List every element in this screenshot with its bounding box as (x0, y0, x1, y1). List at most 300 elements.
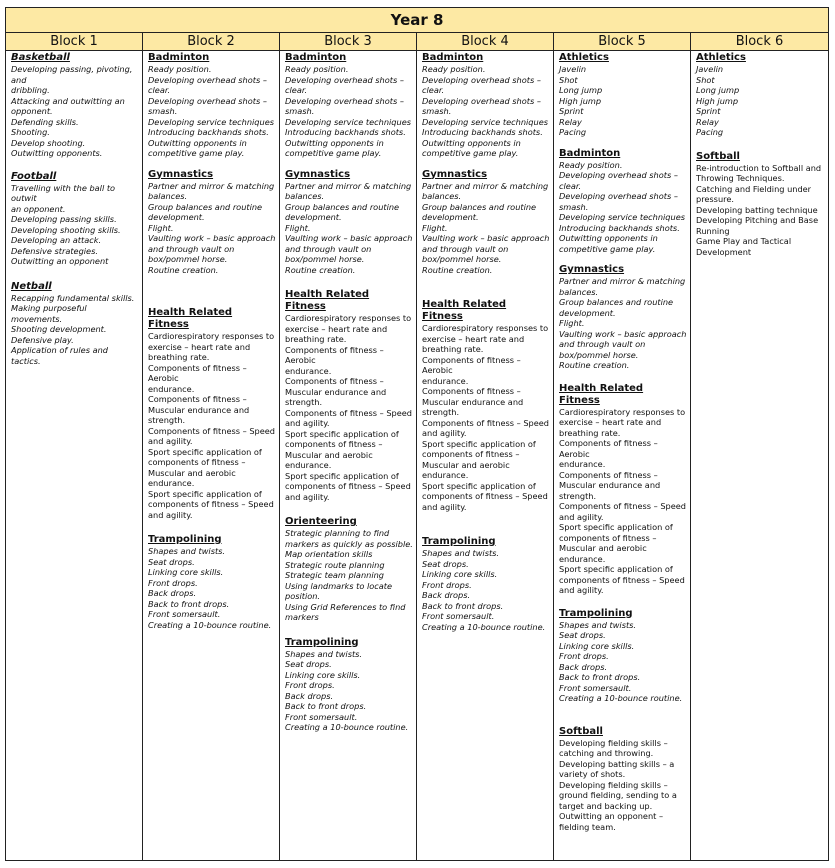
section-line: breathing rate. (422, 344, 484, 354)
orienteering-section (285, 516, 413, 623)
section-line: box/pommel horse. (559, 349, 639, 360)
section-line: components of fitness – Speed (148, 499, 274, 509)
section-line: Front drops. (422, 579, 472, 590)
section-line: Attacking and outwitting an (11, 95, 125, 106)
section-line: Back drops. (148, 588, 197, 598)
section-line: and agility. (148, 436, 193, 446)
section-line: competitive game play. (148, 148, 245, 158)
section-line: Shapes and twists. (559, 619, 637, 630)
section-line: Partner and mirror & matching (285, 180, 412, 191)
section-lines (559, 407, 687, 596)
health-related-fitness-section (285, 289, 413, 502)
section-line: Components of fitness – Speed (148, 425, 275, 436)
section-lines (422, 64, 550, 159)
section-line: and through vault on (422, 243, 509, 254)
section-line: dribbling. (11, 85, 50, 95)
section-line: High jump (559, 95, 602, 106)
section-line: endurance. (559, 459, 606, 469)
section-line: and agility. (285, 491, 330, 502)
section-line: Running (696, 225, 730, 236)
section-line: Outwitting opponents. (11, 148, 103, 158)
section-line: Routine creation. (559, 360, 630, 370)
section-line: Developing fielding skills – (559, 737, 668, 748)
section-title: Gymnastics (422, 168, 488, 180)
section-line: Sport specific application of (285, 428, 399, 439)
football-section (11, 171, 139, 267)
athletics-section (559, 52, 687, 138)
section-line: smash. (559, 201, 589, 212)
section-title: Health Related Fitness (422, 299, 507, 322)
section-line: Creating a 10-bounce routine. (148, 619, 272, 630)
section-line: components of fitness – (559, 532, 657, 543)
section-line: development. (422, 212, 479, 222)
section-line: Components of fitness – (422, 386, 521, 396)
section-line: box/pommel horse. (285, 254, 365, 264)
section-line: fielding team. (559, 821, 616, 832)
section-lines (696, 163, 825, 258)
section-lines (148, 181, 276, 276)
section-line: Making purposeful movements. (11, 303, 87, 324)
section-line: Cardiorespiratory responses to (285, 313, 412, 323)
year-8-table (5, 7, 829, 861)
section-line: Long jump (696, 85, 740, 95)
section-line: Developing overhead shots – (285, 74, 404, 85)
section-line: balances. (559, 286, 599, 297)
section-line: competitive game play. (559, 243, 656, 254)
section-line: Components of fitness – Aerobic (559, 438, 658, 459)
section-line: Front somersault. (148, 609, 221, 619)
section-line: and agility. (422, 428, 467, 438)
section-line: development. (285, 212, 342, 222)
section-line: Relay (559, 116, 582, 127)
section-line: Vaulting work – basic approach (422, 233, 550, 243)
section-line: clear. (422, 85, 445, 95)
section-line: breathing rate. (285, 334, 347, 344)
block-6-column (691, 51, 828, 861)
block-4-column (417, 51, 554, 861)
section-line: Strategic route planning (285, 559, 385, 570)
block-5-column (554, 51, 691, 861)
block-header-row (6, 33, 828, 51)
section-line: Linking core skills. (148, 567, 224, 577)
section-line: balances. (422, 191, 462, 201)
section-line: Vaulting work – basic approach (285, 233, 413, 243)
section-line: Back drops. (422, 590, 471, 600)
section-line: Strategic team planning (285, 570, 384, 580)
section-line: balances. (148, 191, 188, 201)
section-line: competitive game play. (285, 148, 382, 158)
section-line: Components of fitness – (285, 376, 384, 386)
section-line: smash. (422, 106, 452, 116)
section-line: Back to front drops. (148, 598, 230, 609)
section-line: markers (285, 612, 319, 622)
section-line: pressure. (696, 194, 734, 204)
section-line: clear. (559, 180, 582, 191)
section-line: strength. (148, 415, 186, 425)
section-line: Shapes and twists. (285, 648, 363, 659)
section-line: exercise – heart rate and (148, 341, 251, 352)
softball-section (696, 151, 825, 258)
section-line: balances. (285, 191, 325, 201)
section-line: Introducing backhands shots. (422, 127, 543, 137)
section-line: Vaulting work – basic approach (148, 233, 276, 243)
section-line: Flight. (422, 222, 448, 233)
section-line: catching and throwing. (559, 748, 654, 758)
section-line: Pacing (559, 127, 587, 137)
badminton-section (422, 52, 550, 159)
section-line: and through vault on (148, 243, 235, 254)
section-line: Components of fitness – Aerobic (148, 362, 247, 383)
section-line: Muscular endurance and (559, 480, 661, 490)
section-line: endurance. (285, 365, 332, 376)
section-line: Front somersault. (422, 611, 495, 621)
section-line: Cardiorespiratory responses to (559, 406, 686, 417)
section-line: Developing service techniques (148, 116, 274, 127)
section-line: Muscular and aerobic endurance. (559, 543, 647, 564)
block-6-header: Block 6 (735, 34, 784, 49)
section-line: opponent. (11, 106, 53, 116)
trampolining-section (422, 536, 550, 632)
section-line: Travelling with the ball to outwit (11, 182, 116, 203)
section-title: Health Related Fitness (148, 307, 233, 330)
badminton-section (559, 148, 687, 255)
section-line: Developing fielding skills – (559, 779, 668, 790)
section-line: Cardiorespiratory responses to (422, 323, 549, 333)
section-line: Strategic planning to find (285, 528, 390, 538)
section-line: development. (148, 212, 205, 222)
section-line: Ready position. (148, 64, 212, 74)
section-title: Basketball (11, 52, 70, 63)
section-line: Javelin (559, 64, 587, 74)
section-line: and through vault on (285, 243, 372, 254)
section-line: Relay (696, 116, 719, 127)
section-line: smash. (148, 106, 178, 116)
section-title: Badminton (422, 52, 484, 63)
section-lines (285, 313, 413, 502)
section-line: Routine creation. (285, 264, 356, 275)
gymnastics-section (422, 169, 550, 276)
section-line: Components of fitness – Aerobic (285, 344, 384, 365)
section-line: Application of rules and tactics. (11, 345, 108, 366)
section-lines (559, 160, 687, 255)
section-line: strength. (422, 407, 460, 417)
section-line: Group balances and routine (422, 201, 537, 212)
section-line: Sport specific application of (422, 438, 536, 449)
section-line: and through vault on (559, 339, 646, 349)
section-lines (559, 276, 687, 371)
section-line: components of fitness – (422, 449, 520, 459)
section-title: Softball (696, 150, 740, 162)
section-title: Athletics (559, 52, 609, 63)
section-line: Using landmarks to locate (285, 580, 393, 591)
section-line: Back drops. (559, 661, 608, 672)
section-line: box/pommel horse. (422, 254, 502, 264)
section-line: Cardiorespiratory responses to (148, 331, 275, 341)
section-line: Sprint (559, 106, 584, 116)
section-line: Partner and mirror & matching (148, 180, 275, 191)
section-line: Introducing backhands shots. (285, 127, 406, 137)
section-line: Ready position. (559, 159, 623, 170)
section-lines (11, 64, 139, 159)
section-title: Gymnastics (148, 168, 214, 180)
section-line: Front drops. (559, 651, 609, 661)
section-line: Front drops. (148, 577, 198, 588)
block-1-header: Block 1 (6, 33, 143, 50)
section-line: Developing batting technique (696, 204, 818, 215)
section-lines (148, 546, 276, 630)
section-line: Flight. (559, 318, 585, 328)
section-line: Group balances and routine (559, 297, 674, 307)
section-line: Muscular endurance and (285, 386, 387, 397)
section-line: Developing service techniques (285, 116, 411, 127)
section-line: variety of shots. (559, 769, 626, 779)
section-line: Group balances and routine (285, 201, 400, 212)
section-line: exercise – heart rate and (422, 333, 525, 344)
section-line: Developing overhead shots – (148, 74, 267, 85)
section-line: ground fielding, sending to a (559, 790, 677, 800)
section-lines (422, 323, 550, 512)
section-line: Defensive strategies. (11, 245, 98, 256)
section-line: Developing service techniques (559, 212, 685, 222)
table-title: Year 8 (6, 8, 828, 33)
softball-section (559, 726, 687, 833)
section-line: components of fitness – Speed (559, 574, 685, 585)
block-3-header: Block 3 (280, 33, 417, 50)
section-line: and agility. (559, 585, 604, 595)
section-line: Developing overhead shots – (559, 170, 678, 180)
section-line: an opponent. (11, 203, 66, 214)
section-line: Components of fitness – (148, 394, 247, 404)
section-line: Components of fitness – Speed (285, 407, 412, 418)
section-line: target and backing up. (559, 800, 653, 811)
section-line: Developing an attack. (11, 235, 102, 245)
section-line: Components of fitness – Speed (422, 417, 549, 428)
section-line: Game Play and Tactical (696, 236, 792, 246)
section-line: Partner and mirror & matching (559, 276, 686, 286)
section-line: development. (559, 307, 616, 318)
section-line: strength. (285, 397, 323, 407)
section-line: Recapping fundamental skills. (11, 292, 135, 303)
section-line: Defensive play. (11, 334, 74, 345)
section-line: competitive game play. (422, 148, 519, 158)
section-line: clear. (285, 85, 308, 95)
basketball-section (11, 52, 139, 159)
section-line: Shot (559, 74, 578, 85)
section-line: Developing overhead shots – (422, 95, 541, 106)
section-line: clear. (148, 85, 171, 95)
section-lines (11, 293, 139, 367)
section-line: Development (696, 246, 752, 257)
section-line: Back to front drops. (285, 701, 367, 711)
section-line: Group balances and routine (148, 201, 263, 212)
section-title: Badminton (148, 52, 210, 63)
section-line: Developing overhead shots – (148, 95, 267, 106)
section-line: Linking core skills. (422, 569, 498, 579)
section-line: Developing passing, pivoting, and (11, 64, 133, 85)
section-line: Map orientation skills (285, 549, 373, 559)
block-1-column (6, 51, 143, 861)
section-line: box/pommel horse. (148, 254, 228, 264)
section-line: Creating a 10-bounce routine. (559, 693, 683, 703)
gymnastics-section (559, 264, 687, 371)
section-title: Trampolining (285, 636, 359, 648)
section-lines (696, 64, 825, 138)
section-line: breathing rate. (559, 427, 621, 438)
section-line: Sport specific application of (559, 522, 673, 532)
section-line: Vaulting work – basic approach (559, 328, 687, 339)
section-line: Shapes and twists. (148, 546, 226, 556)
health-related-fitness-section (559, 383, 687, 596)
section-line: components of fitness – Speed (422, 491, 548, 501)
section-line: Ready position. (285, 64, 349, 74)
section-line: Outwitting an opponent – (559, 811, 664, 821)
section-line: Re-introduction to Softball and (696, 162, 822, 173)
section-line: Sport specific application of (148, 488, 262, 499)
section-line: Javelin (696, 64, 724, 74)
section-lines (559, 738, 687, 833)
section-line: exercise – heart rate and (559, 417, 662, 427)
health-related-fitness-section (148, 307, 276, 520)
trampolining-section (559, 608, 687, 704)
section-line: Linking core skills. (285, 669, 361, 680)
section-line: Seat drops. (559, 630, 606, 640)
block-2-header: Block 2 (143, 33, 280, 50)
section-lines (559, 620, 687, 704)
block-5-header: Block 5 (554, 33, 691, 50)
section-line: Develop shooting. (11, 137, 86, 148)
block-content-row (6, 51, 828, 861)
section-line: markers as quickly as possible. (285, 538, 413, 549)
gymnastics-section (148, 169, 276, 276)
section-line: Using Grid References to find (285, 601, 406, 612)
section-lines (559, 64, 687, 138)
section-line: and agility. (422, 501, 467, 512)
section-title: Netball (11, 280, 52, 292)
section-line: Flight. (148, 222, 174, 233)
section-line: Outwitting opponents in (559, 233, 658, 243)
section-line: strength. (559, 490, 597, 501)
section-line: Pacing (696, 127, 724, 137)
section-line: Developing service techniques (422, 116, 548, 127)
section-line: Muscular and aerobic endurance. (148, 467, 236, 488)
section-line: components of fitness – (148, 457, 246, 467)
section-line: Creating a 10-bounce routine. (422, 621, 546, 632)
section-line: Ready position. (422, 64, 486, 74)
section-line: Partner and mirror & matching (422, 180, 549, 191)
section-lines (148, 331, 276, 520)
section-line: components of fitness – Speed (285, 481, 411, 491)
section-title: Health Related Fitness (559, 382, 644, 406)
section-line: Seat drops. (422, 558, 469, 569)
section-line: Sprint (696, 106, 721, 116)
section-line: Shooting development. (11, 324, 107, 334)
section-line: Front drops. (285, 680, 335, 690)
section-line: Outwitting an opponent (11, 256, 109, 266)
section-line: Components of fitness – Aerobic (422, 354, 521, 375)
section-title: Badminton (285, 52, 347, 63)
section-lines (285, 64, 413, 159)
section-line: breathing rate. (148, 352, 210, 362)
section-line: Routine creation. (148, 264, 219, 275)
section-line: Developing batting skills – a (559, 758, 675, 769)
section-title: Athletics (696, 52, 746, 63)
section-line: Components of fitness – (559, 469, 658, 480)
section-line: Long jump (559, 85, 603, 95)
trampolining-section (148, 534, 276, 630)
section-lines (285, 528, 413, 623)
section-line: Muscular endurance and (422, 396, 524, 407)
section-title: Badminton (559, 147, 621, 159)
section-line: and agility. (559, 511, 604, 522)
section-lines (422, 548, 550, 632)
section-line: Muscular endurance and (148, 404, 250, 415)
health-related-fitness-section (422, 299, 550, 512)
section-lines (11, 183, 139, 267)
gymnastics-section (285, 169, 413, 276)
section-lines (422, 181, 550, 276)
section-lines (285, 649, 413, 733)
section-line: Front somersault. (285, 711, 358, 722)
section-title: Football (11, 170, 57, 182)
section-line: Flight. (285, 222, 311, 233)
section-title: Gymnastics (559, 264, 625, 275)
section-line: Components of fitness – Speed (559, 501, 686, 511)
section-line: Outwitting opponents in (148, 137, 247, 148)
section-line: smash. (285, 106, 315, 116)
section-line: exercise – heart rate and (285, 323, 388, 334)
section-line: Shooting. (11, 127, 50, 137)
section-line: Outwitting opponents in (422, 137, 521, 148)
section-line: Developing overhead shots – (285, 95, 404, 106)
badminton-section (285, 52, 413, 159)
section-line: Front somersault. (559, 682, 632, 693)
athletics-section (696, 52, 825, 138)
section-line: Defending skills. (11, 116, 79, 127)
section-line: Back to front drops. (559, 672, 641, 682)
section-title: Trampolining (559, 607, 633, 619)
section-title: Gymnastics (285, 168, 351, 180)
section-line: Seat drops. (148, 556, 195, 567)
section-line: Sport specific application of (422, 480, 536, 491)
section-line: Shot (696, 74, 715, 85)
section-line: Developing passing skills. (11, 214, 117, 224)
section-line: Introducing backhands shots. (148, 127, 269, 137)
netball-section (11, 281, 139, 367)
section-lines (285, 181, 413, 276)
section-line: Shapes and twists. (422, 548, 500, 558)
section-line: Back drops. (285, 690, 334, 701)
section-line: position. (285, 591, 321, 601)
badminton-section (148, 52, 276, 159)
section-line: Sport specific application of (285, 470, 399, 481)
section-title: Softball (559, 725, 603, 737)
section-line: and agility. (285, 418, 330, 428)
section-line: components of fitness – (285, 439, 383, 449)
section-lines (148, 64, 276, 159)
section-line: endurance. (422, 375, 469, 386)
section-line: Muscular and aerobic endurance. (285, 449, 373, 470)
block-3-column (280, 51, 417, 861)
section-line: Linking core skills. (559, 640, 635, 651)
section-line: Sport specific application of (148, 446, 262, 457)
section-line: Catching and Fielding under (696, 183, 812, 194)
block-4-header: Block 4 (417, 33, 554, 50)
section-line: Seat drops. (285, 659, 332, 669)
section-title: Trampolining (422, 536, 496, 547)
section-title: Orienteering (285, 516, 357, 527)
section-line: Developing overhead shots – (559, 191, 678, 201)
section-line: Routine creation. (422, 264, 493, 275)
